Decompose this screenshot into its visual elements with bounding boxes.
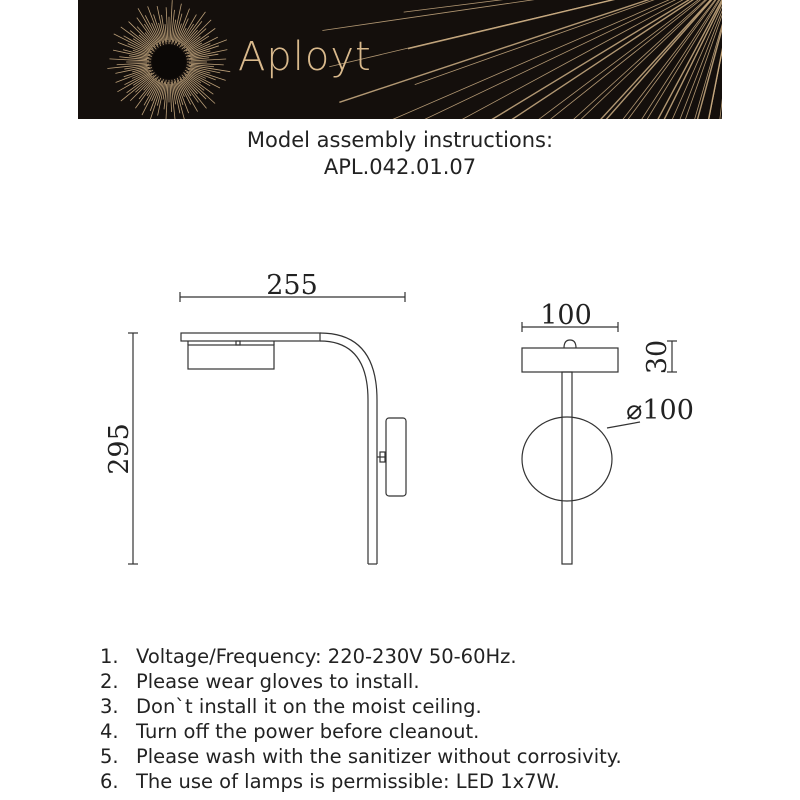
width-dimension-label: 255 [266, 270, 318, 301]
list-item: 5. Please wash with the sanitizer without corrosivity. [100, 745, 622, 768]
front-view-lamp [522, 340, 640, 564]
list-item: 6. The use of lamps is permissible: LED 1x7W. [100, 770, 560, 793]
base-diameter-label: ⌀100 [626, 395, 694, 426]
depth-label: 30 [642, 339, 673, 375]
height-dimension-label: 295 [104, 423, 135, 475]
model-number: APL.042.01.07 [323, 155, 477, 179]
brand-name: Aployt [238, 34, 372, 80]
front-width-label: 100 [540, 300, 592, 331]
list-item: 2. Please wear gloves to install. [100, 670, 420, 693]
side-view-lamp [181, 333, 406, 564]
list-item: 3. Don`t install it on the moist ceiling. [100, 695, 482, 718]
list-item: 1. Voltage/Frequency: 220-230V 50-60Hz. [100, 645, 517, 668]
instruction-list [100, 644, 622, 794]
list-item: 4. Turn off the power before cleanout. [100, 720, 480, 743]
document-title: Model assembly instructions: [246, 128, 554, 152]
